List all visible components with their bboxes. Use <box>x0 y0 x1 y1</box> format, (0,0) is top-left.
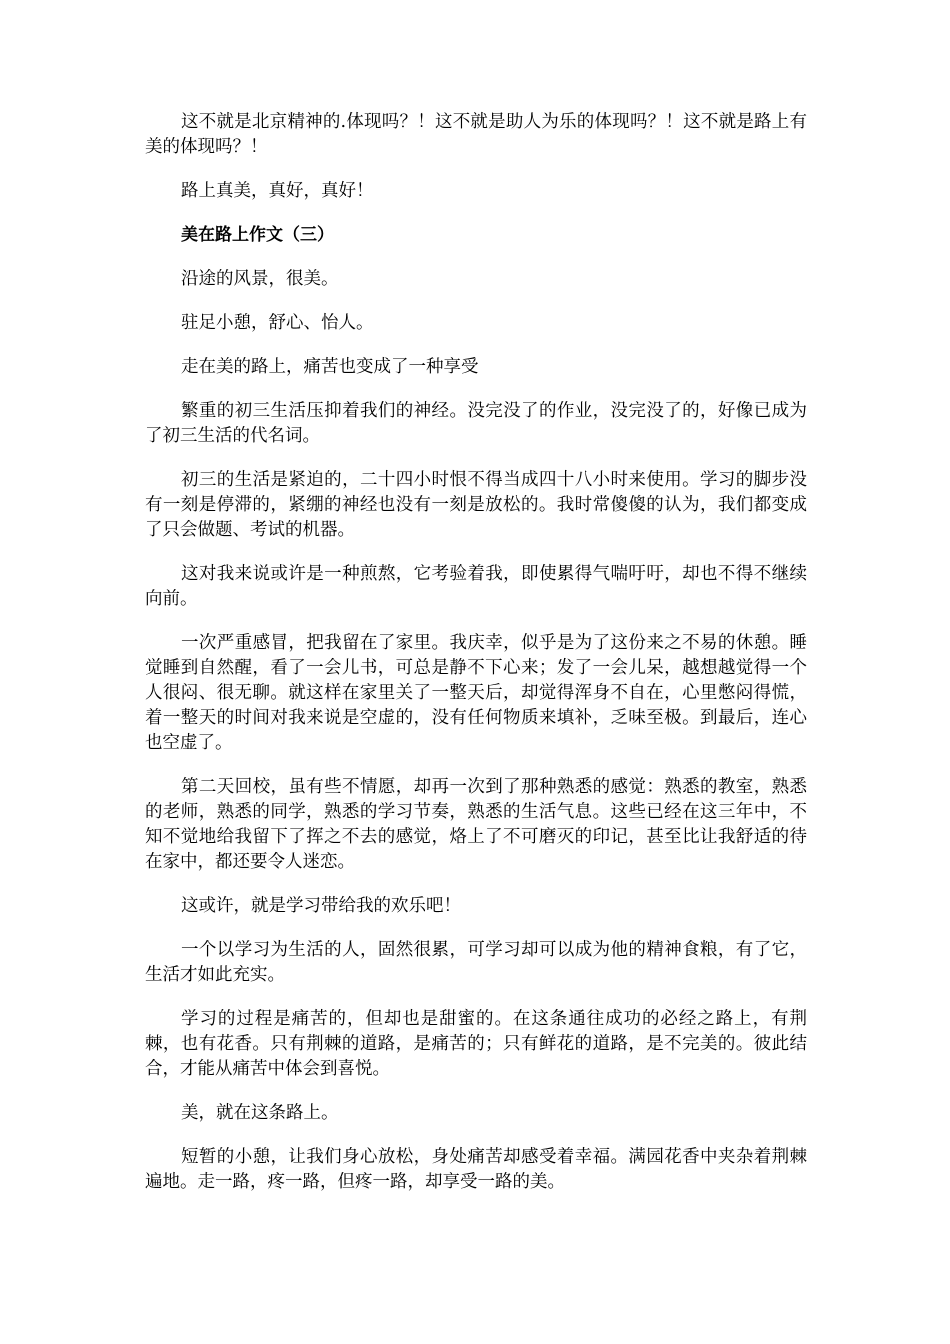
paragraph-rest: 驻足小憩，舒心、怡人。 <box>181 313 374 333</box>
paragraph-return-school: 第二天回校，虽有些不情愿，却再一次到了那种熟悉的感觉：熟悉的教室，熟悉的老师，熟悉的同学，熟悉的学习节奏，熟悉的生活气息。这些已经在这三年中，不知不觉地给我留下了挥之不去的感觉，烙上了不可磨灭的印记，甚至比让我舒适的待在家中，都还要令人迷恋。 <box>145 777 807 872</box>
paragraph-urgent-life: 初三的生活是紧迫的，二十四小时恨不得当成四十八小时来使用。学习的脚步没有一刻是停滞的，紧绷的神经也没有一刻是放松的。我时常傻傻的认为，我们都变成了只会做题、考试的机器。 <box>145 470 807 540</box>
section-heading: 美在路上作文（三） <box>181 225 334 245</box>
paragraph-road-beautiful: 路上真美，真好，真好！ <box>181 181 374 201</box>
paragraph-heavy-life: 繁重的初三生活压抑着我们的神经。没完没了的作业，没完没了的，好像已成为了初三生活的代名词。 <box>145 401 807 446</box>
paragraph-joy: 这或许，就是学习带给我的欢乐吧！ <box>181 896 461 916</box>
paragraph-beijing-spirit: 这不就是北京精神的.体现吗？！这不就是助人为乐的体现吗？！这不就是路上有美的体现吗？！ <box>145 112 807 157</box>
document-page <box>145 110 807 1214</box>
paragraph-cold: 一次严重感冒，把我留在了家里。我庆幸，似乎是为了这份来之不易的休憩。睡觉睡到自然醒，看了一会儿书，可总是静不下心来；发了一会儿呆，越想越觉得一个人很闷、很无聊。就这样在家里关了一整天后，却觉得浑身不自在，心里憋闷得慌，着一整天的时间对我来说是空虚的，没有任何物质来填补，乏味至极。到最后，连心也空虚了。 <box>145 633 807 753</box>
paragraph-learning-process: 学习的过程是痛苦的，但却也是甜蜜的。在这条通往成功的必经之路上，有荆棘，也有花香。只有荆棘的道路，是痛苦的；只有鲜花的道路，是不完美的。彼此结合，才能从痛苦中体会到喜悦。 <box>145 1009 807 1079</box>
paragraph-beauty-on-road: 美，就在这条路上。 <box>181 1103 339 1123</box>
paragraph-scenery: 沿途的风景，很美。 <box>181 269 339 289</box>
paragraph-ordeal: 这对我来说或许是一种煎熬，它考验着我，即使累得气喘吁吁，却也不得不继续向前。 <box>145 564 807 609</box>
paragraph-short-rest: 短暂的小憩，让我们身心放松，身处痛苦却感受着幸福。满园花香中夹杂着荆棘遍地。走一路，疼一路，但疼一路，却享受一路的美。 <box>145 1147 807 1192</box>
paragraph-enjoy: 走在美的路上，痛苦也变成了一种享受 <box>181 357 479 377</box>
paragraph-spiritual-food: 一个以学习为生活的人，固然很累，可学习却可以成为他的精神食粮，有了它，生活才如此充实。 <box>145 940 807 985</box>
